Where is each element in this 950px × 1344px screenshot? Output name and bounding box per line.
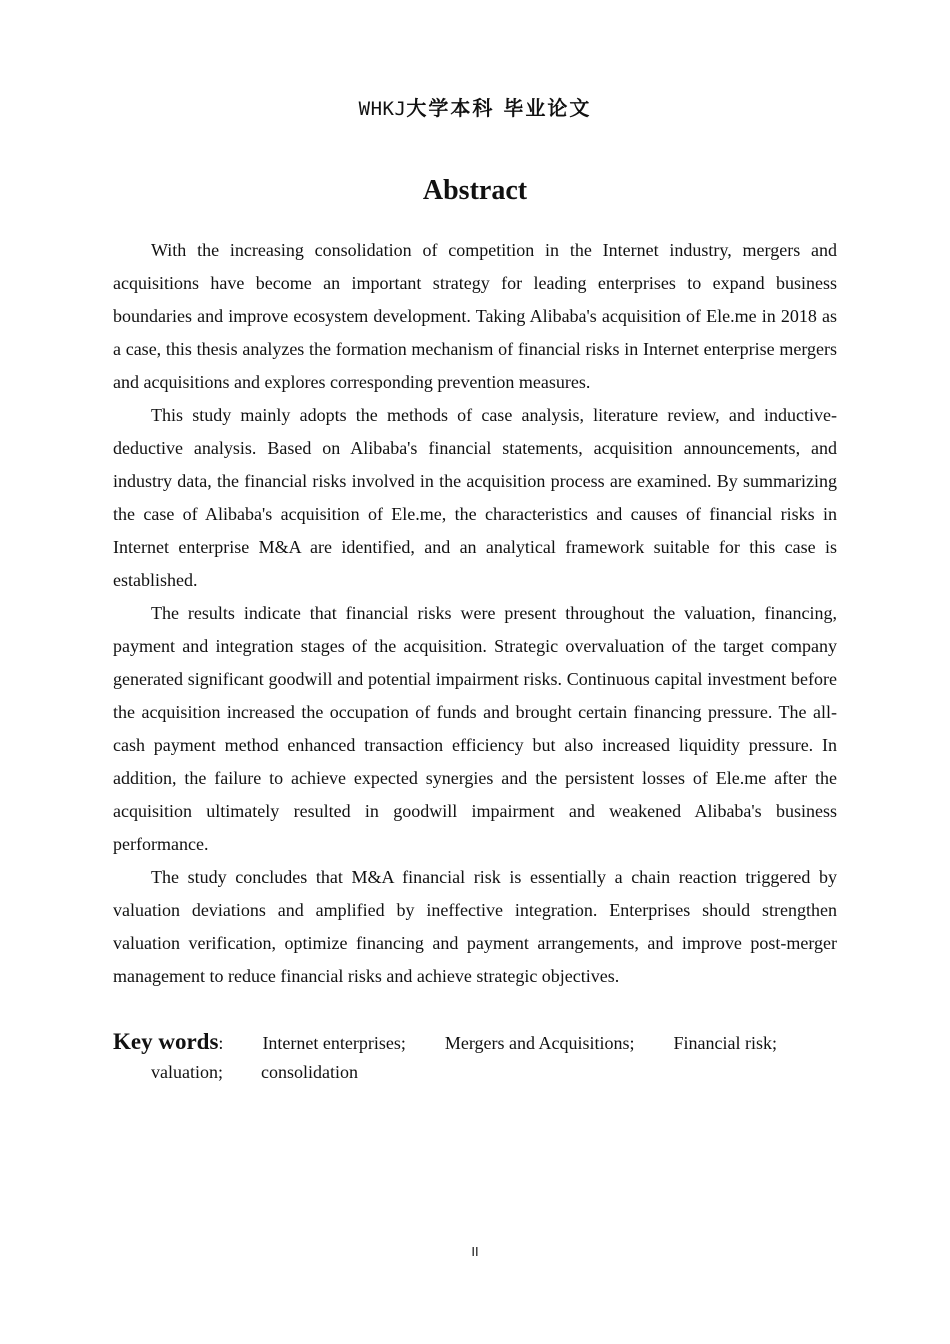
abstract-title: Abstract — [422, 175, 528, 206]
keywords-section — [113, 1027, 837, 1087]
header-university-code: WHKJ — [358, 98, 407, 120]
keywords-line — [113, 1058, 837, 1087]
keyword-item: Mergers and Acquisitions; — [444, 1033, 635, 1053]
keyword-item: Financial risk; — [673, 1033, 778, 1053]
page-number: II — [471, 1244, 479, 1259]
abstract-paragraph: This study mainly adopts the methods of case analysis, literature review, and inductive-deductive analysis. Based on Alibaba's financial statements, acquisition announcements, and industry data, the financial risks involved in the acquisition process are examined. By summarizing the case of Alibaba's acquisition of Ele.me, the characteristics and causes of financial risks in Internet enterprise M&A are identified, and an analytical framework suitable for this case is established. — [113, 405, 837, 590]
keyword-item: Internet enterprises; — [262, 1033, 406, 1053]
abstract-paragraph: The study concludes that M&A financial risk is essentially a chain reaction triggered by valuation deviations and amplified by ineffective integration. Enterprises should strengthen valuation verification, optimize financing and payment arrangements, and improve post-merger management to reduce financial risks and achieve strategic objectives. — [113, 867, 837, 986]
keywords-separator: : — [218, 1033, 224, 1053]
keywords-line — [113, 1027, 837, 1058]
abstract-body — [113, 234, 837, 993]
abstract-paragraph: With the increasing consolidation of competition in the Internet industry, mergers and acquisitions have become an important strategy for leading enterprises to expand business boundaries and improve ecosystem development. Taking Alibaba's acquisition of Ele.me in 2018 as a case, this thesis analyzes the formation mechanism of financial risks in Internet enterprise mergers and acquisitions and explores corresponding prevention measures. — [113, 240, 837, 392]
keyword-item: consolidation — [260, 1062, 358, 1082]
abstract-paragraph: The results indicate that financial risks were present throughout the valuation, financing, payment and integration stages of the acquisition. Strategic overvaluation of the target company generated significant goodwill and potential impairment risks. Continuous capital investment before the acquisition increased the occupation of funds and brought certain financing pressure. The all-cash payment method enhanced transaction efficiency but also increased liquidity pressure. In addition, the failure to achieve expected synergies and the persistent losses of Ele.me after the acquisition ultimately resulted in goodwill impairment and weakened Alibaba's business performance. — [113, 603, 837, 854]
running-header — [0, 94, 950, 123]
keyword-item: valuation; — [151, 1062, 223, 1082]
header-thesis-label: 大学本科 毕业论文 — [406, 96, 592, 120]
keywords-label: Key words — [113, 1029, 219, 1054]
